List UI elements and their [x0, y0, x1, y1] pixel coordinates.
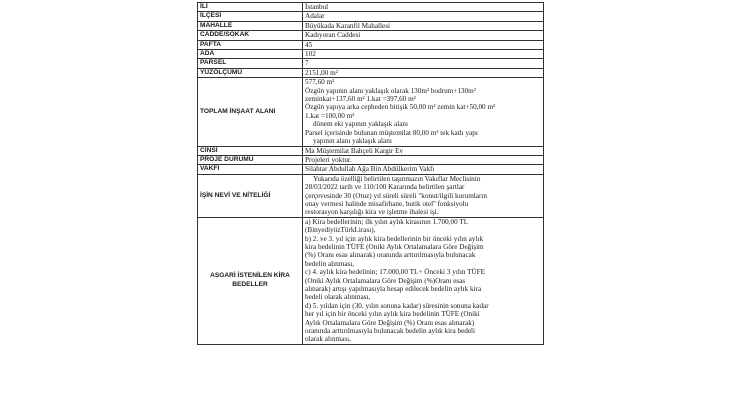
label-cinsi: CİNSİ [198, 146, 303, 155]
label-cadde: CADDE/SOKAK [198, 31, 303, 40]
label-asgari: ASGARİ İSTENİLEN KİRA BEDELLER [198, 217, 303, 344]
nevi-line: restorasyon karşılığı kira ve işletme ihalesi işi. [305, 208, 439, 217]
asgari-line: d) 5. yıldan için (30. yılın sonuna kadar) süresinin sonuna kadar [305, 301, 489, 310]
label-yuzolcumu: YÜZÖLÇÜMÜ [198, 68, 303, 77]
value-cadde: Kadıyoran Caddesi [303, 31, 544, 40]
value-yuzolcumu: 2151,00 m² [303, 68, 544, 77]
label-isin-nevi: İŞİN NEVİ VE NİTELİĞİ [198, 174, 303, 217]
row-vakfi [198, 165, 544, 174]
row-il [198, 3, 544, 12]
value-parsel: 7 [303, 59, 544, 68]
asgari-line: Aylık Ortalamalara Göre Değişim (%) Oranı esas alınarak) [305, 318, 475, 327]
value-ilce: Adalar [303, 12, 544, 21]
value-toplam-insaat [303, 78, 544, 146]
nevi-line: onay vermesi halinde misafirhane, butik otel'' fonksiyolu [305, 199, 469, 208]
insaat-line: zeminkat+137,60 m² 1.kat =397,60 m² [305, 95, 416, 104]
asgari-line: (Oniki Aylık Ortalamalara Göre Değişim (%)Oranı esas [305, 276, 466, 285]
asgari-line: bedelin alınması, [305, 259, 355, 268]
label-ada: ADA [198, 50, 303, 59]
insaat-line: Özgün yapıya arka cepheden bitişik 50,00 m² zemin kat+50,00 m² [305, 103, 496, 112]
insaat-line: yapının alanı yaklaşık alanı [313, 137, 392, 146]
row-pafta [198, 40, 544, 49]
property-info-table [197, 2, 544, 345]
insaat-line: Özgün yapının alanı yaklaşık olarak 130m² bodrum+130m² [305, 86, 476, 95]
insaat-line: 577,60 m² [305, 78, 335, 87]
insaat-line: dönem eki yapının yaklaşık alanı [313, 120, 409, 129]
asgari-line: (BinyediyüzTürkLirası), [305, 226, 376, 235]
label-pafta: PAFTA [198, 40, 303, 49]
row-asgari [198, 217, 544, 344]
asgari-line: her yıl için bir önceki yılın aylık kira bedelinin TÜFE (Oniki [305, 310, 480, 319]
value-mahalle: Büyükada Karanfil Mahallesi [303, 21, 544, 30]
value-pafta: 45 [303, 40, 544, 49]
row-proje [198, 155, 544, 164]
value-isin-nevi [303, 174, 544, 217]
nevi-line: Yukarıda özelliği belirtilen taşınmazın Vakıflar Meclisinin [313, 174, 481, 183]
label-il: İLİ [198, 3, 303, 12]
value-vakfi: Silahtar Abdullah Ağa Bin Abdülkerim Vakfı [303, 165, 544, 174]
row-cadde [198, 31, 544, 40]
row-mahalle [198, 21, 544, 30]
label-ilce: İLÇESİ [198, 12, 303, 21]
row-yuzolcumu [198, 68, 544, 77]
asgari-line: (%) Oranı esas alınarak) oranında arttırılmasıyla bulunacak [305, 251, 476, 260]
value-asgari [303, 217, 544, 344]
row-toplam-insaat [198, 78, 544, 146]
label-mahalle: MAHALLE [198, 21, 303, 30]
asgari-line: alınarak) artışı yapılmasıyla hesap edilecek bedelin aylık kira [305, 285, 482, 293]
asgari-line: olarak alınması, [305, 335, 351, 344]
row-cinsi [198, 146, 544, 155]
insaat-line: 1.kat =100,00 m² [305, 111, 355, 120]
row-ada [198, 50, 544, 59]
value-il: İstanbul [303, 3, 544, 12]
value-cinsi: Ma Müştemilat Bahçeli Kargir Ev [303, 146, 544, 155]
nevi-line: 28/03/2022 tarih ve 110/100 Kararında belirtilen şartlar [305, 183, 465, 192]
asgari-line: a) Kira bedellerinin; ilk yılın aylık kirasının 1.700,00 TL [305, 217, 469, 226]
asgari-line: kira bedelinin TÜFE (Oniki Aylık Ortalamalara Göre Değişim [305, 242, 484, 251]
label-toplam-insaat: TOPLAM İNŞAAT ALANI [198, 78, 303, 146]
row-parsel [198, 59, 544, 68]
label-parsel: PARSEL [198, 59, 303, 68]
value-ada: 102 [303, 50, 544, 59]
insaat-line: Parsel içerisinde bulunan müştemilat 80,00 m² tek katlı yapı [305, 128, 478, 137]
label-vakfi: VAKFI [198, 165, 303, 174]
asgari-line: bedeli olarak alınması, [305, 293, 371, 302]
label-proje: PROJE DURUMU [198, 155, 303, 164]
value-proje: Projeleri yoktur. [303, 155, 544, 164]
row-ilce [198, 12, 544, 21]
row-isin-nevi [198, 174, 544, 217]
asgari-line: oranında arttırılmasıyla bulunacak bedelin aylık kira bedeli [305, 327, 476, 336]
nevi-line: çerçevesinde 30 (Otuz) yıl süreli süreli "konut/ilgili kurumların [305, 191, 487, 200]
asgari-line: c) 4. aylık kira bedelinin; 17.000,00 TL+ Önceki 3 yılın TÜFE [305, 268, 486, 277]
asgari-line: b) 2. ve 3. yıl için aylık kira bedellerinin bir önceki yılın aylık [305, 234, 484, 243]
